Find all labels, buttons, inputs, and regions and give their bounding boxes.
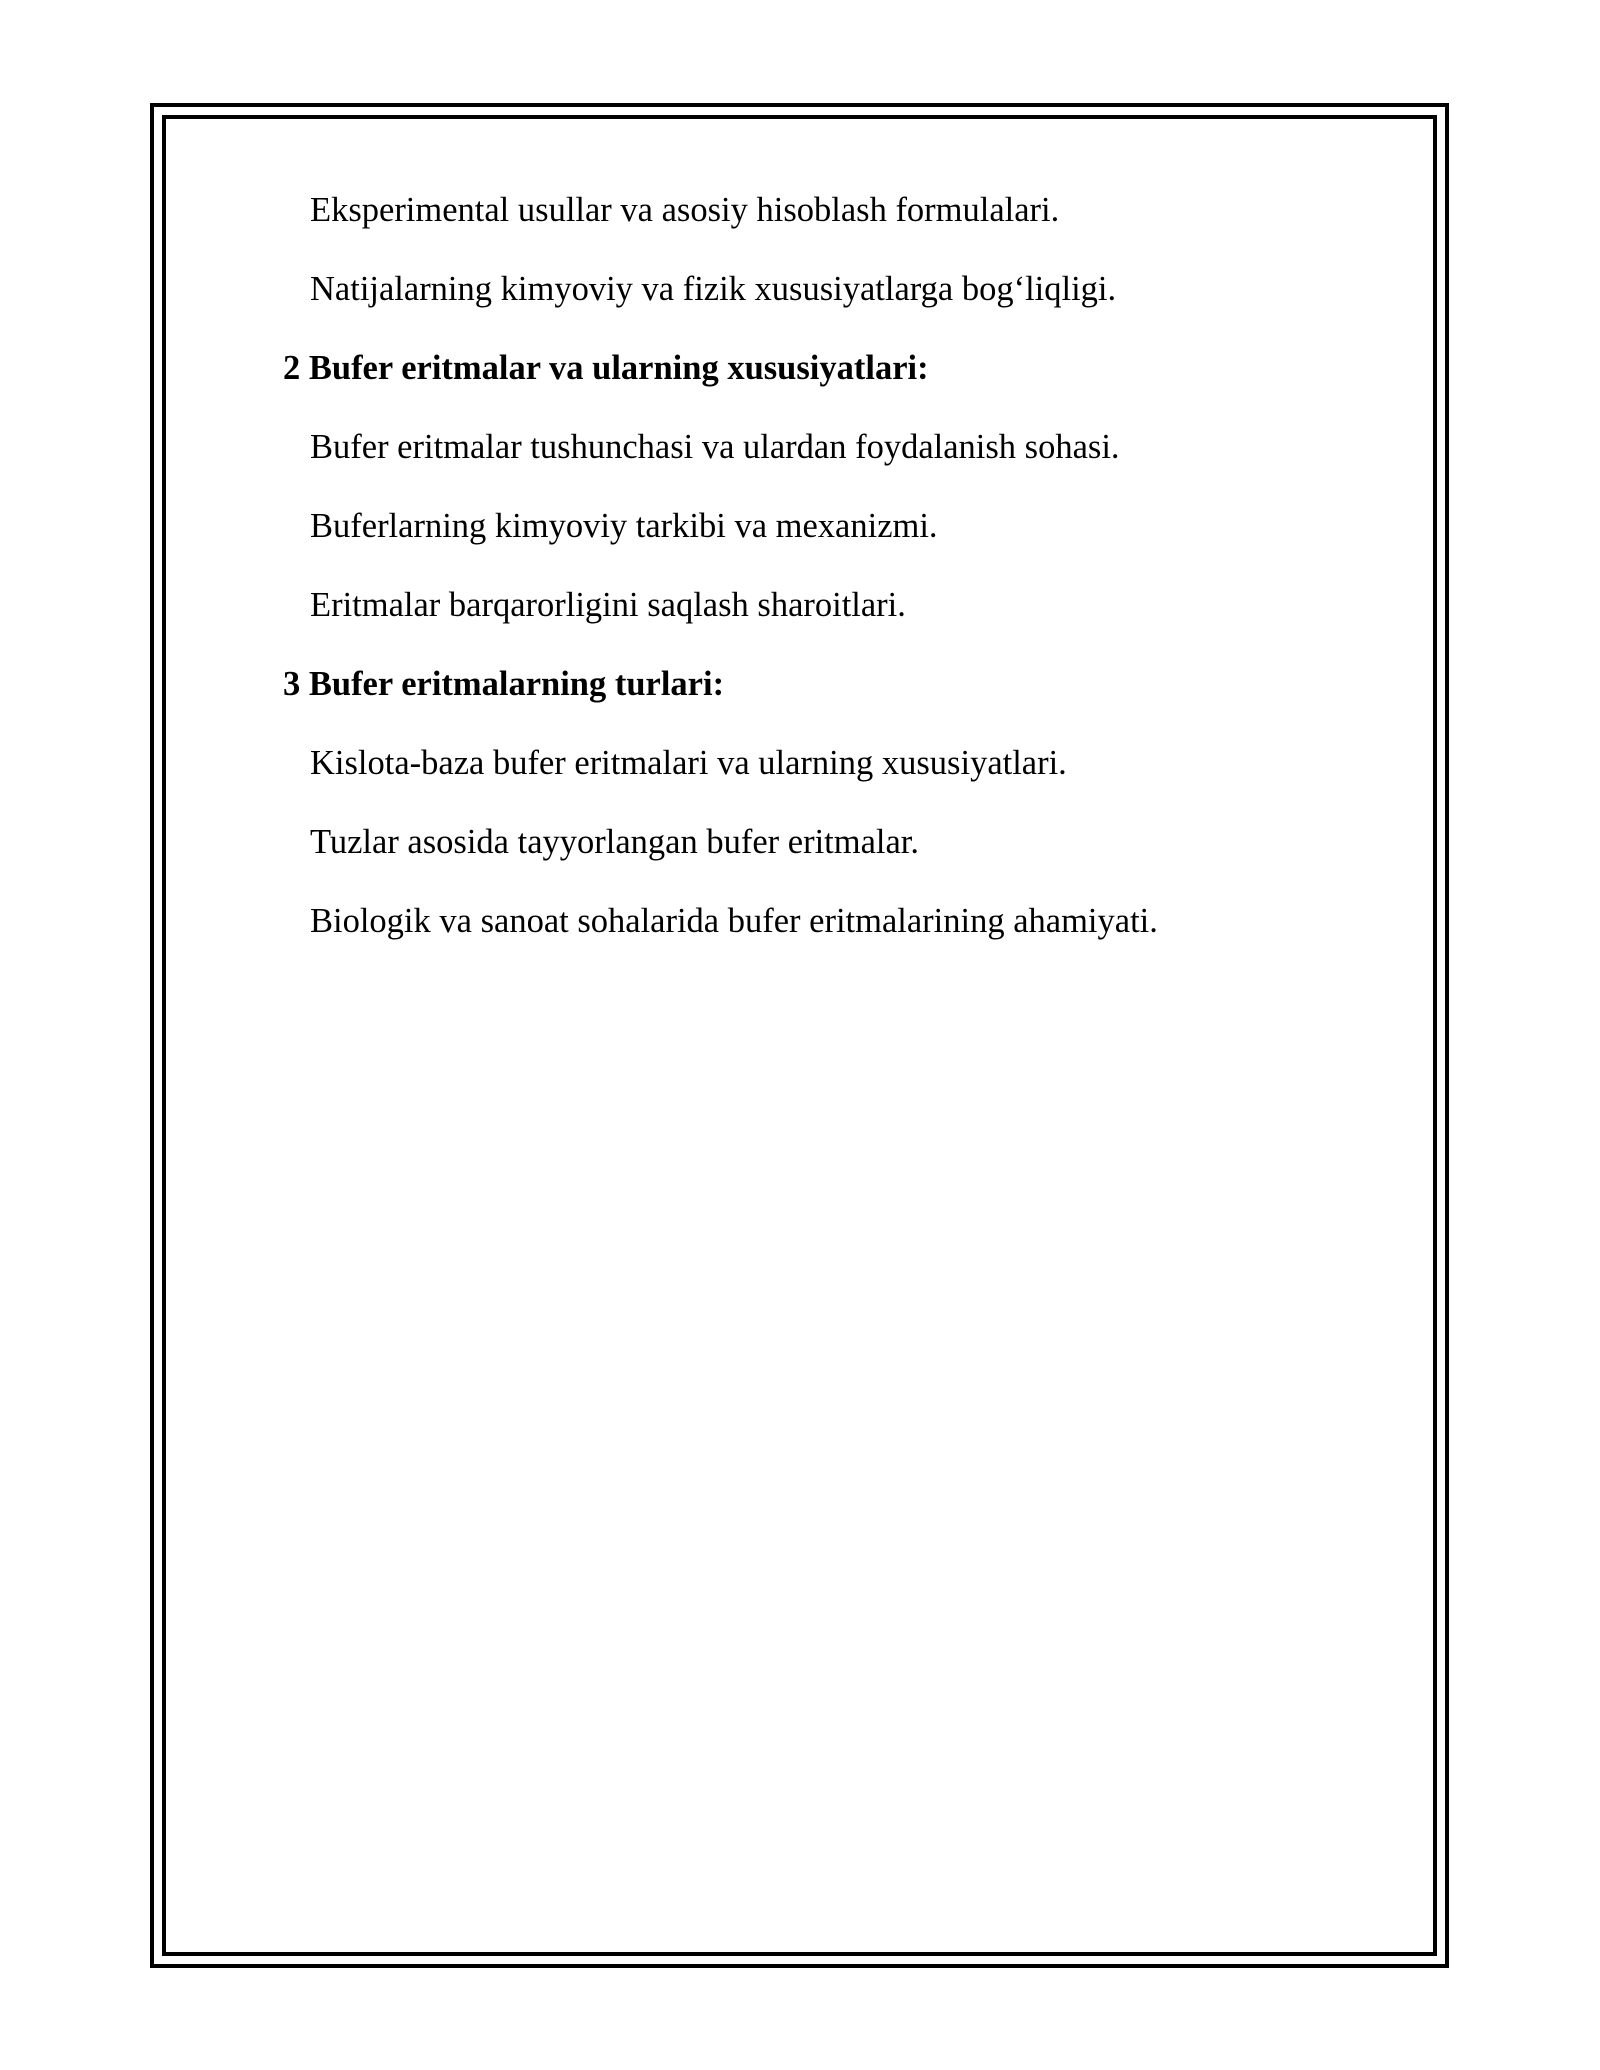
list-item: Eksperimental usullar va asosiy hisoblash formulalari. [310,191,1060,229]
list-item: Natijalarning kimyoviy va fizik xususiyatlarga bog‘liqligi. [310,270,1117,308]
section-heading: 3 Bufer eritmalarning turlari: [283,665,725,703]
list-item: Kislota-baza bufer eritmalari va ularning xususiyatlari. [310,744,1067,782]
list-item: Bufer eritmalar tushunchasi va ulardan foydalanish sohasi. [310,428,1120,466]
list-item: Tuzlar asosida tayyorlangan bufer eritmalar. [310,823,919,861]
page-frame-inner [162,115,1437,1956]
list-item: Biologik va sanoat sohalarida bufer eritmalarining ahamiyati. [310,902,1158,940]
section-heading: 2 Bufer eritmalar va ularning xususiyatlari: [283,349,929,387]
list-item: Eritmalar barqarorligini saqlash sharoitlari. [310,586,906,624]
list-item: Buferlarning kimyoviy tarkibi va mexanizmi. [310,507,938,545]
